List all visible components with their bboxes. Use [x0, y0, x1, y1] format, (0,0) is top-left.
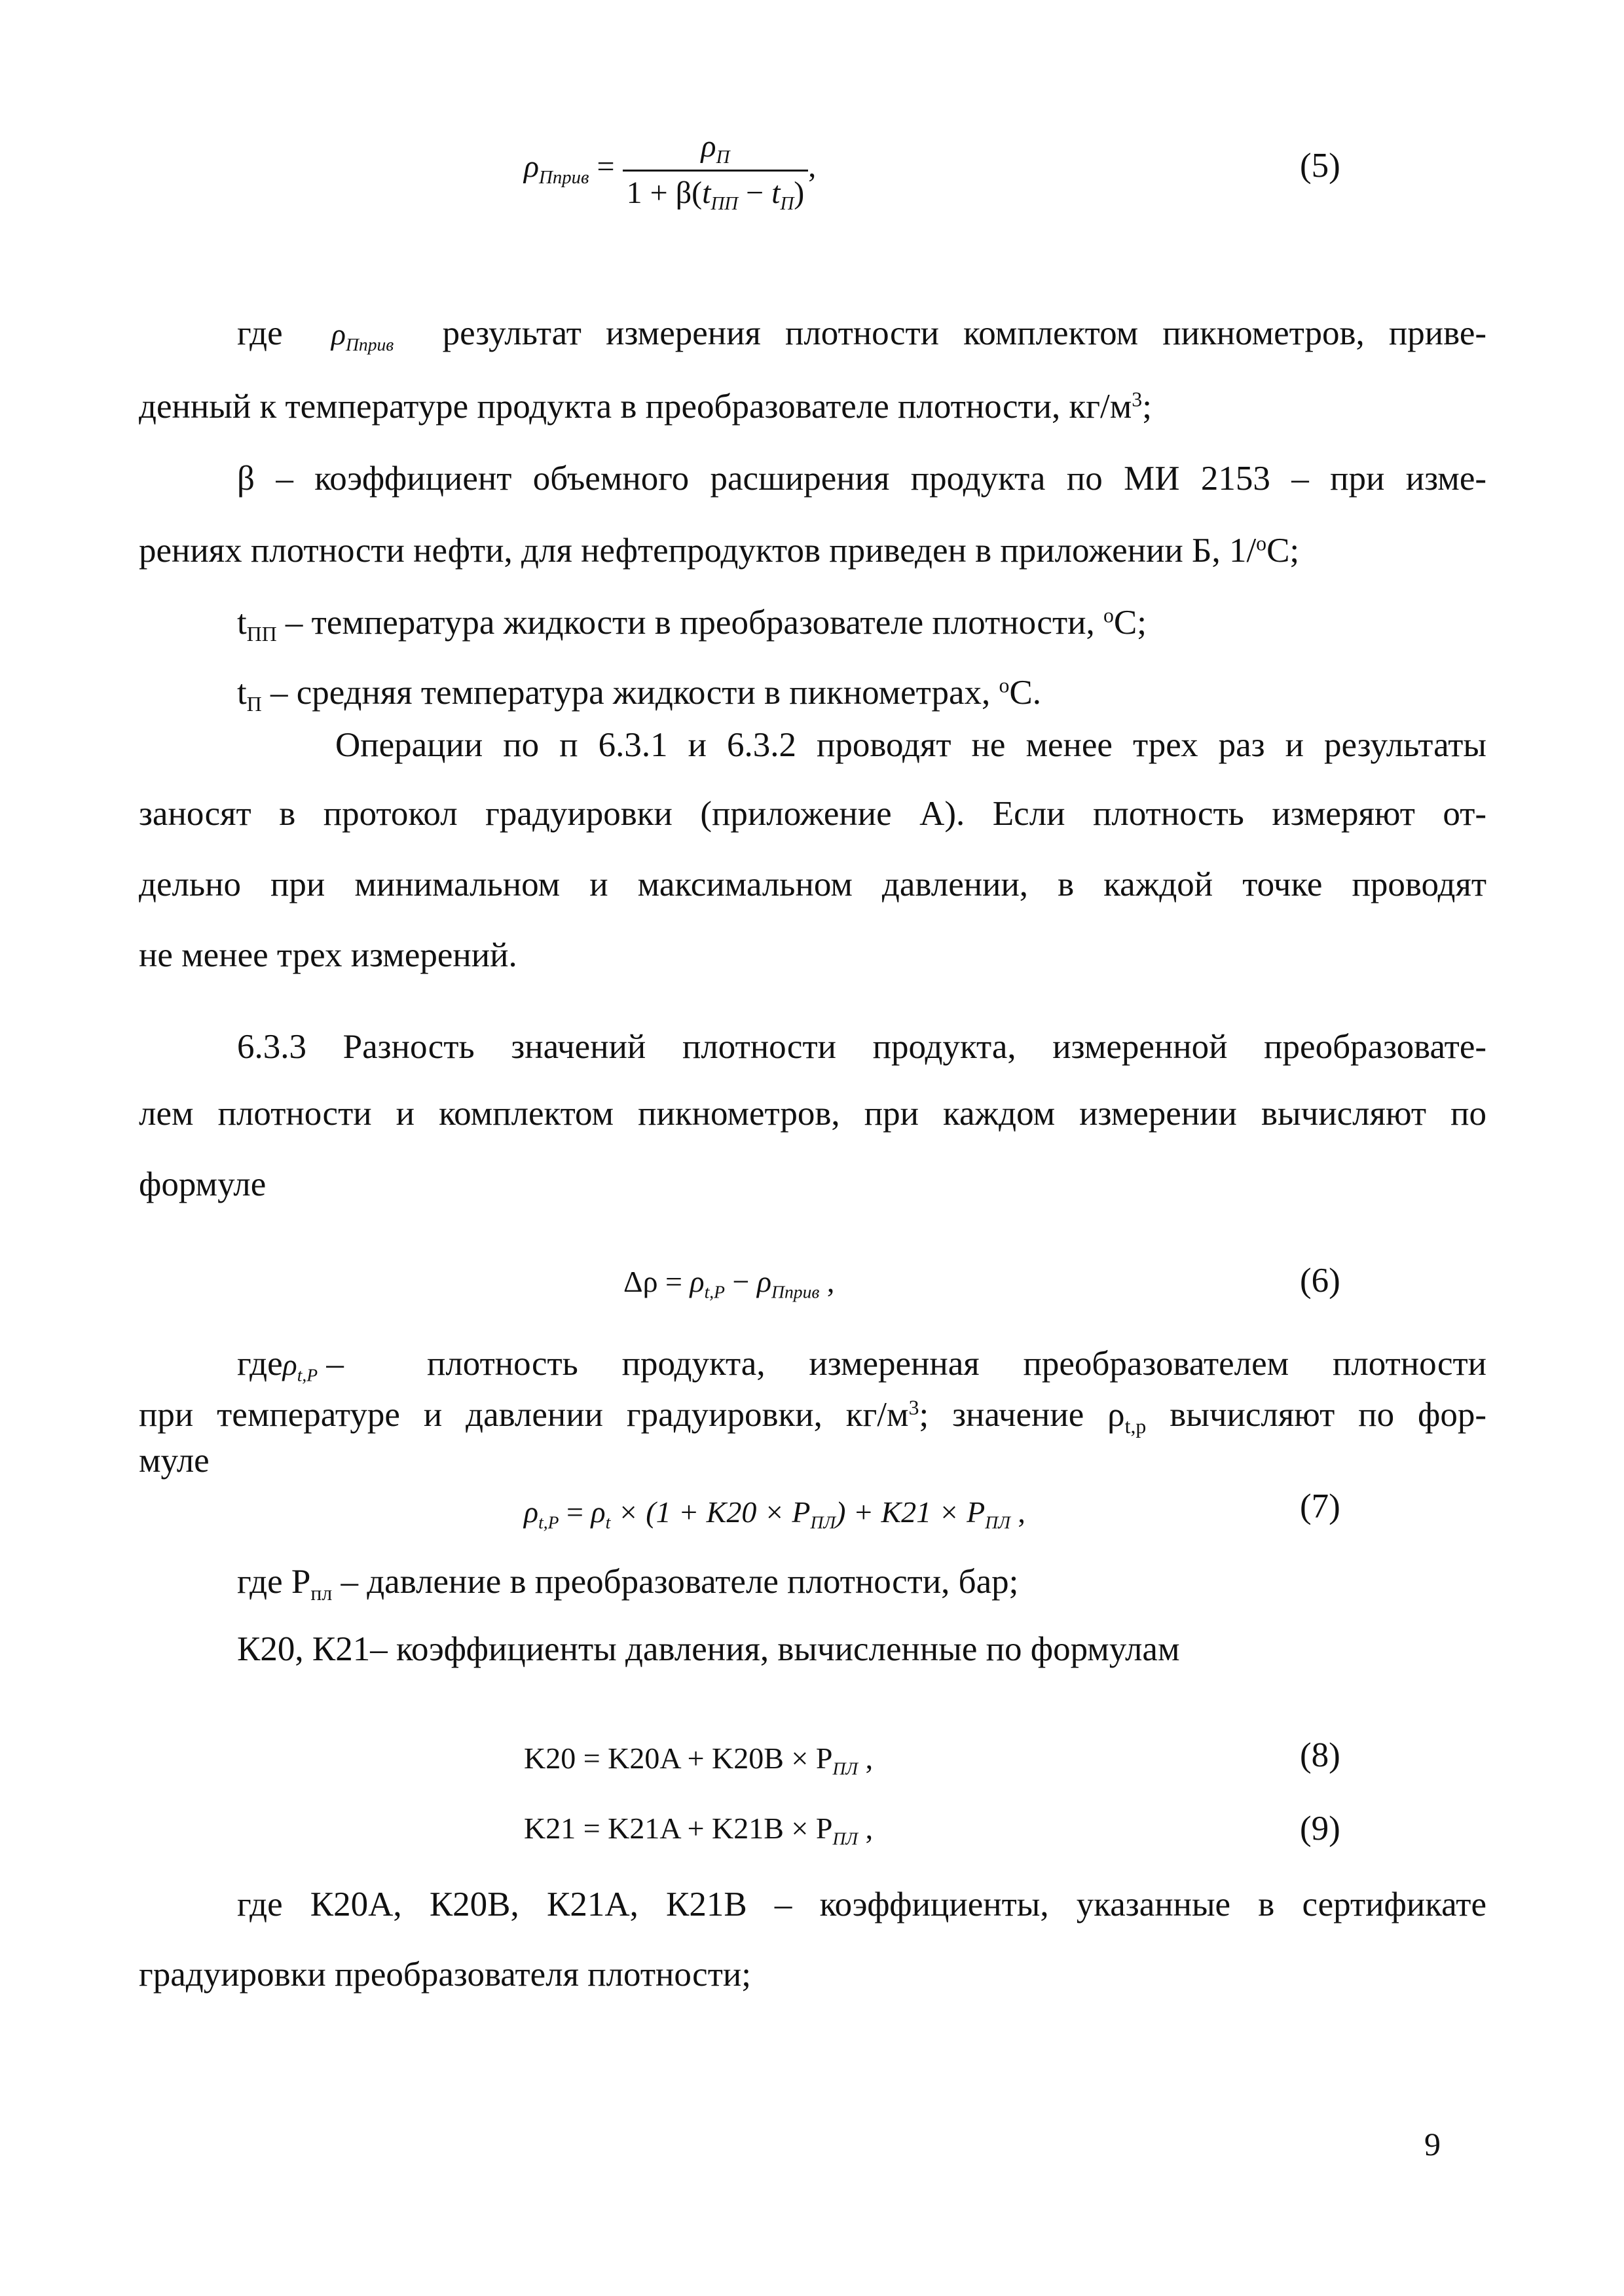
- beta-line-2: рениях плотности нефти, для нефтепродуктов приведен в приложении Б, 1/$^о$С;: [139, 532, 1300, 570]
- section-633-line-2: лем плотности и комплектом пикнометров, при каждом измерении вычисляют по: [139, 1095, 1486, 1133]
- section-633-line-3: формуле: [139, 1165, 267, 1203]
- ops-line-1: Операции по п 6.3.1 и 6.3.2 проводят не менее трех раз и результаты: [335, 726, 1486, 764]
- formula-5-lhs-symbol: ρ: [524, 149, 540, 185]
- formula-5-comma: ,: [808, 149, 817, 185]
- where-rho-tp-line-3: муле: [139, 1442, 210, 1480]
- where-rho-symbol: ρ: [331, 318, 346, 351]
- formula-5-lhs-subscript: Пприв: [539, 167, 589, 189]
- beta-line-1: β – коэффициент объемного расширения продукта по МИ 2153 – при изме-: [237, 460, 1486, 498]
- formula-5-fraction: [623, 128, 809, 214]
- final-line-2: градуировки преобразователя плотности;: [139, 1956, 751, 1994]
- formula-8: $K20 = K20A + K20B \times P_{ПЛ}$ ,: [524, 1741, 874, 1779]
- formula-6: $\Delta\rho = \rho_{t,P} - \rho_{Пприв}$ ,: [623, 1265, 835, 1302]
- where-rho-line-2: денный к температуре продукта в преобразователе плотности, $кг/м^3$;: [139, 388, 1152, 426]
- k20-k21-definition: К20, К21– коэффициенты давления, вычисленные по формулам: [237, 1630, 1180, 1668]
- formula-5-denominator: $1 + \beta(t_{ПП} - t_П)$: [626, 175, 805, 214]
- where-rho-tp-symbol: ρ: [282, 1348, 297, 1381]
- formula-7-number: (7): [1300, 1487, 1340, 1525]
- formula-5-equals: =: [589, 149, 623, 185]
- formula-5-numerator: $\rho_П$: [623, 128, 809, 172]
- where-rho-tp-line-1: плотность продукта, измеренная преобразователем плотности: [427, 1345, 1486, 1383]
- where-rho-line-1: где $\rho_{Пприв}$ результат измерения плотности комплектом пикнометров, приве-: [237, 314, 1486, 355]
- formula-9-number: (9): [1300, 1810, 1340, 1848]
- formula-8-number: (8): [1300, 1736, 1340, 1774]
- formula-9: $K21 = K21A + K21B \times P_{ПЛ}$ ,: [524, 1812, 874, 1849]
- final-line-1: где К20А, К20В, К21А, К21В – коэффициенты, указанные в сертификате: [237, 1886, 1486, 1923]
- ops-line-4: не менее трех измерений.: [139, 936, 517, 974]
- where-rho-tp-line-2: при температуре и давлении градуировки, $кг/м^3$; значение $\rho_{t,p}$ вычисляют по фор-: [139, 1396, 1486, 1438]
- ops-line-2: заносят в протокол градуировки (приложение А). Если плотность измеряют от-: [139, 795, 1486, 833]
- ppl-definition: где $Р_{пл}$ – давление в преобразователе плотности, бар;: [237, 1563, 1019, 1605]
- formula-6-number: (6): [1300, 1262, 1340, 1300]
- formula-7: $\rho_{t,P} = \rho_t \times (1 + K20 \times P_{ПЛ}) + K21 \times P_{ПЛ}$ ,: [524, 1495, 1025, 1533]
- ops-line-3: дельно при минимальном и максимальном давлении, в каждой точке проводят: [139, 866, 1486, 903]
- formula-5: [524, 128, 817, 214]
- page-number: 9: [1424, 2126, 1441, 2162]
- where-rho-tp-lead: гдеρ$_{t,P}$ –: [237, 1345, 344, 1385]
- formula-5-number: (5): [1300, 147, 1340, 185]
- tp-definition: $t_П$ – средняя температура жидкости в пикнометрах, $^о$С.: [237, 674, 1042, 716]
- section-633-line-1: 6.3.3 Разность значений плотности продукта, измеренной преобразовате-: [237, 1028, 1486, 1066]
- tpp-definition: $t_{ПП}$ – температура жидкости в преобразователе плотности, $^о$С;: [237, 604, 1147, 646]
